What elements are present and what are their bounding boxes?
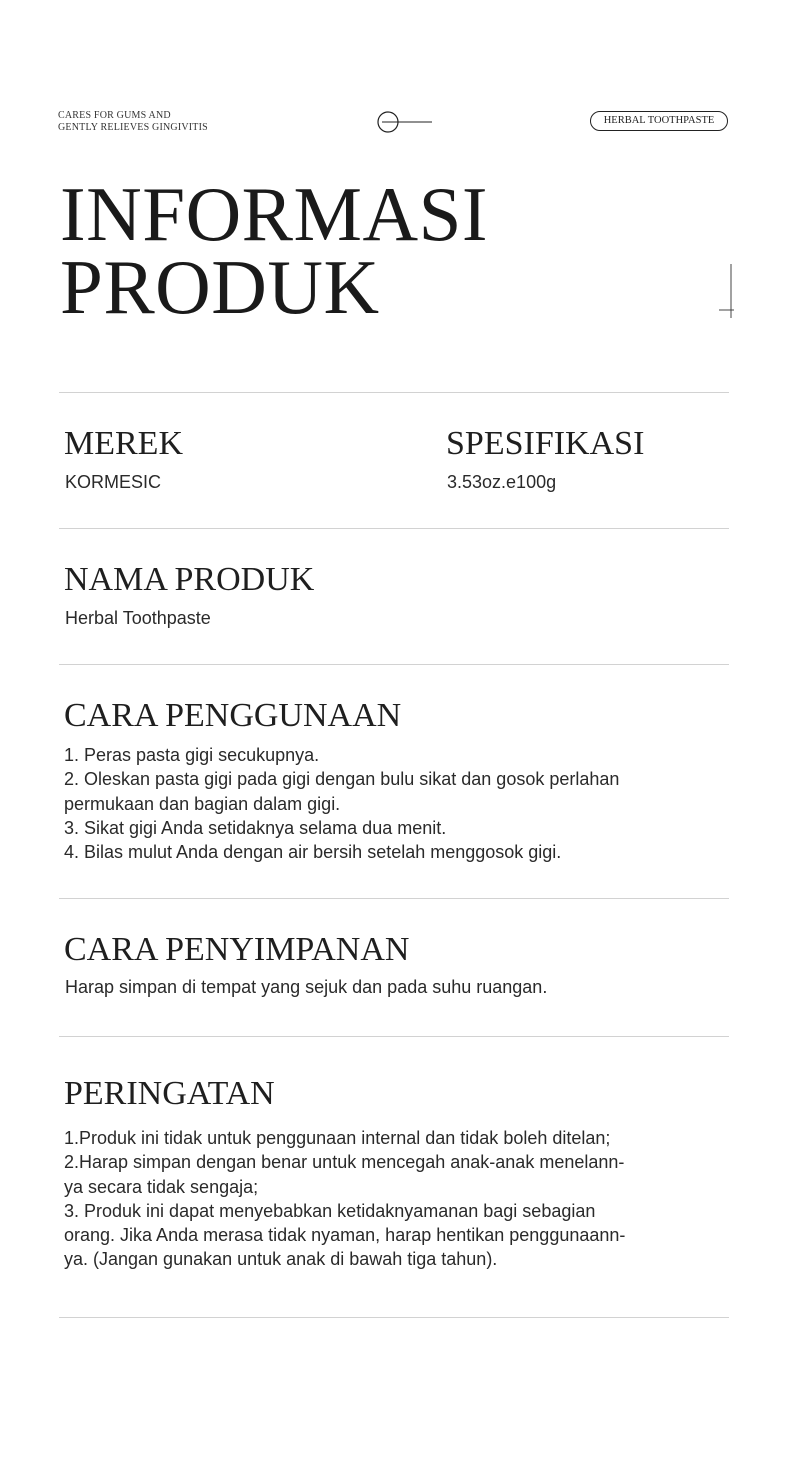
herbal-toothpaste-badge: HERBAL TOOTHPASTE (590, 111, 728, 131)
title-line-2: PRODUK (60, 244, 380, 330)
page-title (60, 171, 489, 330)
circle-line-mark-icon (377, 111, 433, 133)
tagline-line-2: GENTLY RELIEVES GINGIVITIS (58, 122, 208, 133)
storage-text: Harap simpan di tempat yang sejuk dan pada suhu ruangan. (65, 977, 548, 997)
storage-heading: CARA PENYIMPANAN (64, 931, 410, 968)
warning-line: ya secara tidak sengaja; (64, 1176, 259, 1197)
tagline (58, 110, 298, 134)
usage-line: 4. Bilas mulut Anda dengan air bersih setelah menggosok gigi. (64, 842, 562, 863)
warning-line: ya. (Jangan gunakan untuk anak di bawah tiga tahun). (64, 1249, 498, 1270)
divider (59, 1317, 729, 1318)
brand-value: KORMESIC (65, 472, 162, 492)
usage-line: permukaan dan bagian dalam gigi. (64, 793, 341, 814)
divider (59, 898, 729, 899)
warning-heading: PERINGATAN (64, 1075, 275, 1112)
brand-heading: MEREK (64, 425, 183, 462)
divider (59, 664, 729, 665)
warning-line: orang. Jika Anda merasa tidak nyaman, harap hentikan penggunaann- (64, 1225, 626, 1246)
warning-line: 3. Produk ini dapat menyebabkan ketidaknyamanan bagi sebagian (64, 1200, 596, 1221)
divider (59, 392, 729, 393)
title-line-1: INFORMASI (60, 171, 489, 257)
usage-heading: CARA PENGGUNAAN (64, 697, 402, 734)
usage-line: 2. Oleskan pasta gigi pada gigi dengan bulu sikat dan gosok perlahan (64, 769, 620, 790)
warning-list (64, 1126, 736, 1272)
tagline-line-1: CARES FOR GUMS AND (58, 110, 171, 121)
usage-line: 3. Sikat gigi Anda setidaknya selama dua menit. (64, 817, 447, 838)
product-name-value: Herbal Toothpaste (65, 608, 211, 628)
usage-line: 1. Peras pasta gigi secukupnya. (64, 745, 320, 765)
vertical-tick-mark-icon (718, 264, 734, 318)
divider (59, 1036, 729, 1037)
warning-line: 1.Produk ini tidak untuk penggunaan internal dan tidak boleh ditelan; (64, 1128, 611, 1148)
warning-line: 2.Harap simpan dengan benar untuk mencegah anak-anak menelann- (64, 1152, 625, 1173)
specification-value: 3.53oz.e100g (447, 472, 557, 492)
divider (59, 528, 729, 529)
specification-heading: SPESIFIKASI (446, 425, 645, 462)
usage-instructions (64, 743, 736, 864)
product-name-heading: NAMA PRODUK (64, 561, 315, 598)
